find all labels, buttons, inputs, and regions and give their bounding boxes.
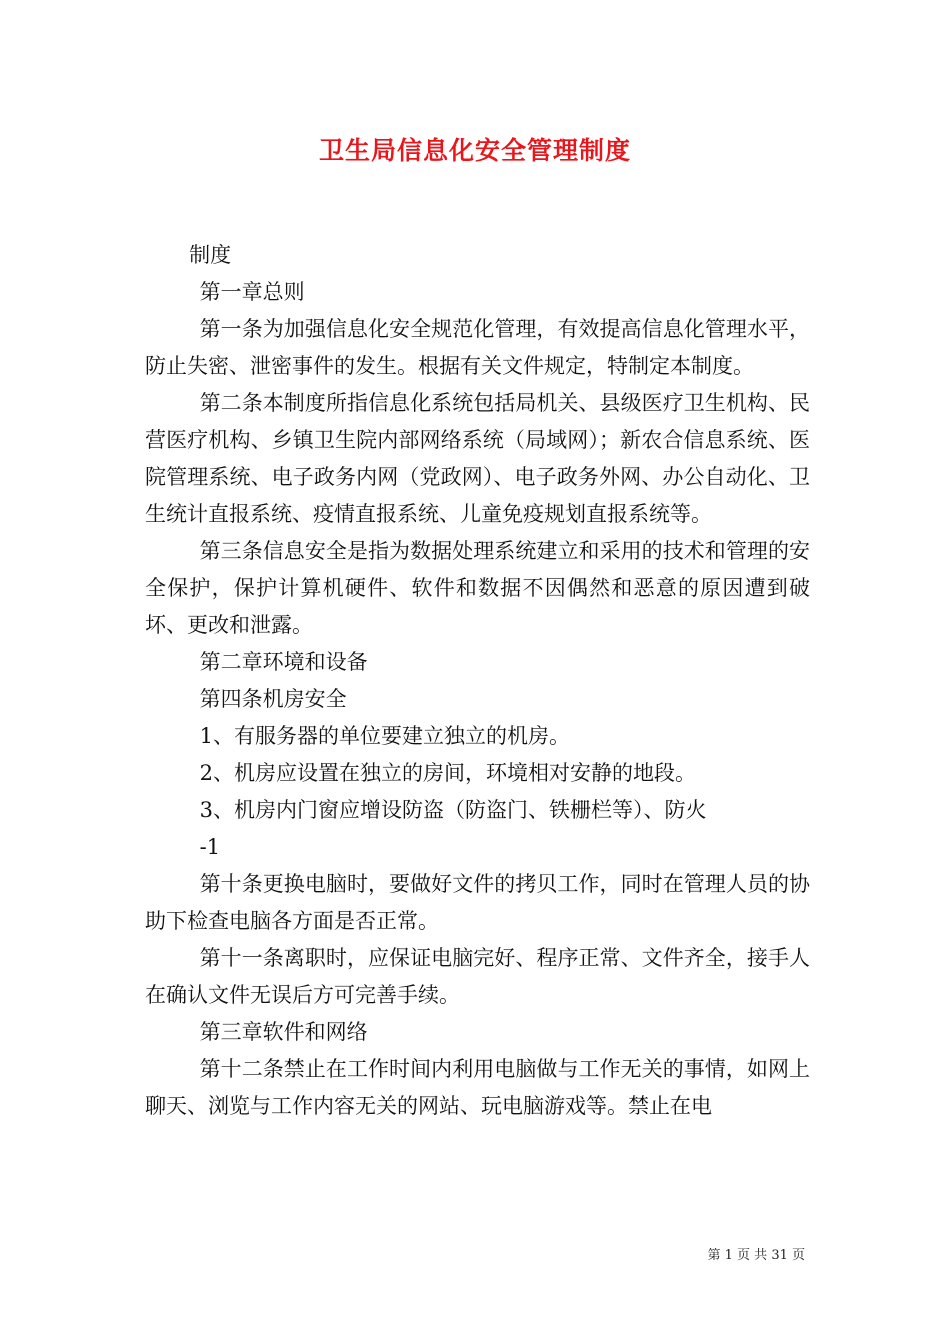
paragraph: 第一条为加强信息化安全规范化管理，有效提高信息化管理水平，防止失密、泄密事件的发生。根据有关文件规定，特制定本制度。 (145, 317, 810, 378)
paragraph: 制度 (189, 243, 232, 267)
paragraph: 第四条机房安全 (199, 687, 347, 711)
page-marker: -1 (199, 835, 221, 859)
paragraph: 第二条本制度所指信息化系统包括局机关、县级医疗卫生机构、民营医疗机构、乡镇卫生院内部网络系统（局域网）；新农合信息系统、医院管理系统、电子政务内网（党政网）、电子政务外网、办公自动化、卫生统计直报系统、疫情直报系统、儿童免疫规划直报系统等。 (145, 391, 810, 526)
list-item: 3、机房内门窗应增设防盗（防盗门、铁栅栏等）、防火 (199, 798, 707, 822)
page-footer: 第 1 页 共 31 页 (707, 1248, 805, 1263)
document-body (145, 237, 810, 1125)
paragraph: 第十二条禁止在工作时间内利用电脑做与工作无关的事情，如网上聊天、浏览与工作内容无关的网站、玩电脑游戏等。禁止在电 (145, 1057, 810, 1118)
list-item: 1、有服务器的单位要建立独立的机房。 (199, 724, 570, 748)
paragraph: 第十条更换电脑时，要做好文件的拷贝工作，同时在管理人员的协助下检查电脑各方面是否正常。 (145, 872, 810, 933)
document-title: 卫生局信息化安全管理制度 (318, 136, 631, 165)
chapter-heading: 第一章总则 (199, 280, 305, 304)
paragraph: 第三条信息安全是指为数据处理系统建立和采用的技术和管理的安全保护，保护计算机硬件、软件和数据不因偶然和恶意的原因遭到破坏、更改和泄露。 (145, 539, 810, 637)
chapter-heading: 第二章环境和设备 (199, 650, 368, 674)
chapter-heading: 第三章软件和网络 (199, 1020, 368, 1044)
paragraph: 第十一条离职时，应保证电脑完好、程序正常、文件齐全，接手人在确认文件无误后方可完善手续。 (145, 946, 810, 1007)
list-item: 2、机房应设置在独立的房间，环境相对安静的地段。 (199, 761, 696, 785)
